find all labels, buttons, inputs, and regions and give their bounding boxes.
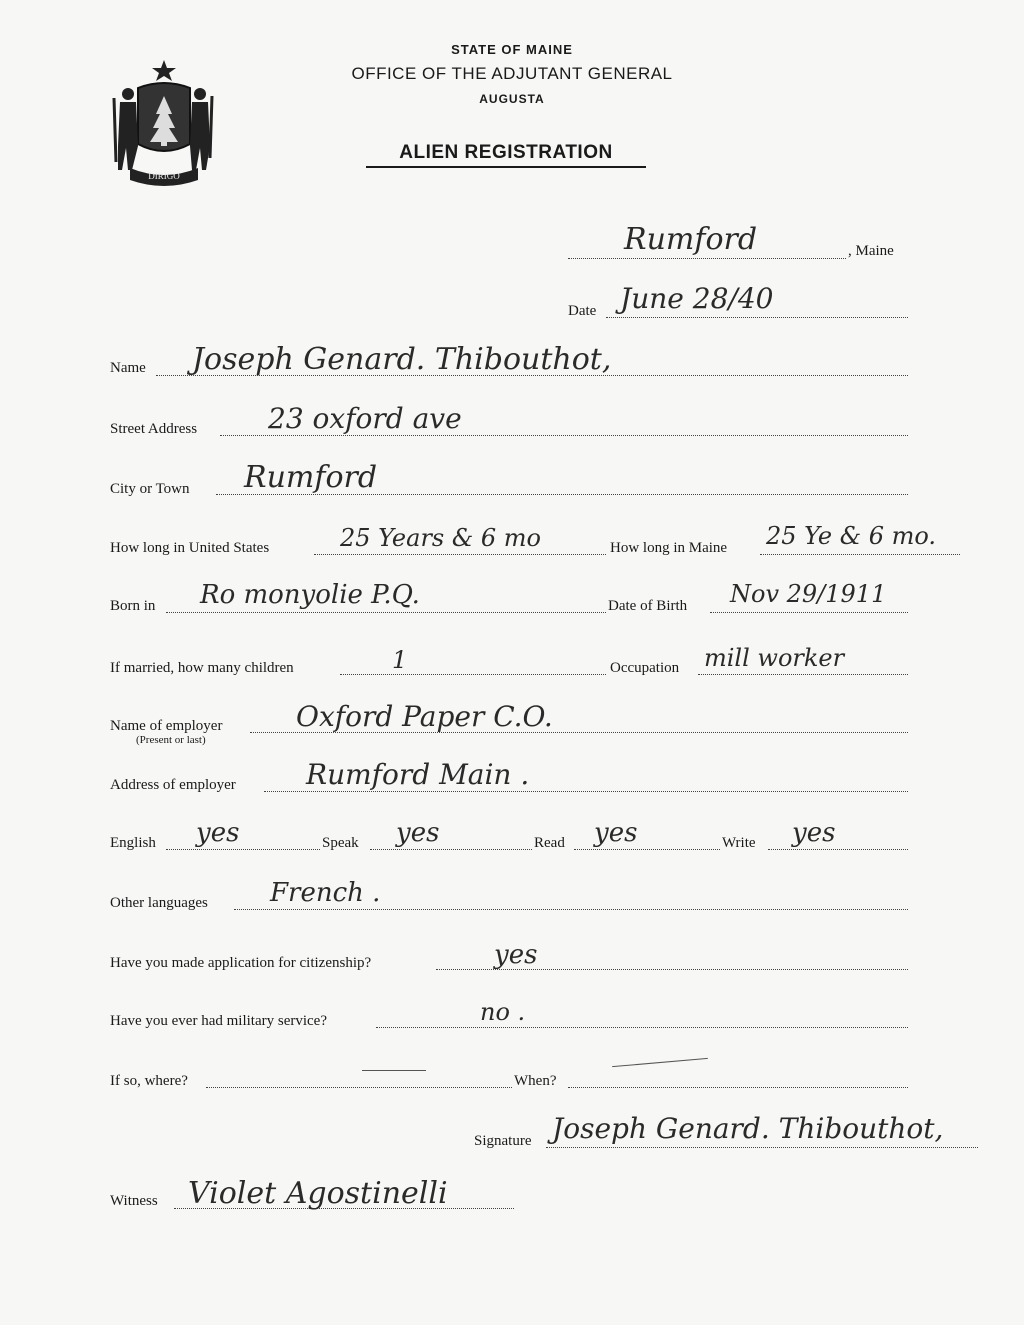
english-entry: yes: [196, 818, 240, 848]
city-label: City or Town: [110, 481, 190, 497]
how-long-maine-entry: 25 Ye & 6 mo.: [766, 522, 937, 550]
date-entry: June 28/40: [620, 282, 774, 315]
military-label: Have you ever had military service?: [110, 1013, 327, 1029]
read-label: Read: [534, 835, 565, 851]
employer-address-label: Address of employer: [110, 777, 236, 793]
children-label: If married, how many children: [110, 660, 294, 676]
citizenship-label: Have you made application for citizenship?: [110, 955, 372, 971]
write-entry: yes: [792, 818, 836, 848]
citizenship-entry: yes: [494, 940, 538, 970]
street-label: Street Address: [110, 421, 198, 437]
occupation-label: Occupation: [610, 660, 680, 676]
other-languages-entry: French .: [270, 878, 381, 908]
how-long-us-label: How long in United States: [110, 540, 270, 556]
speak-entry: yes: [396, 818, 440, 848]
state-suffix: , Maine: [848, 243, 894, 259]
name-entry: Joseph Genard. Thibouthot,: [192, 342, 612, 377]
dob-label: Date of Birth: [608, 598, 688, 614]
witness-label: Witness: [110, 1193, 158, 1209]
how-long-maine-label: How long in Maine: [610, 540, 728, 556]
how-long-us-entry: 25 Years & 6 mo: [340, 524, 541, 552]
where-dash-mark: [362, 1070, 426, 1071]
seal-motto: DIRIGO: [148, 171, 180, 181]
military-entry: no .: [480, 998, 526, 1026]
town-entry: Rumford: [624, 222, 758, 257]
employer-address-entry: Rumford Main .: [306, 758, 530, 791]
name-label: Name: [110, 360, 146, 376]
dob-entry: Nov 29/1911: [730, 580, 887, 608]
born-entry: Ro monyolie P.Q.: [200, 580, 420, 610]
write-label: Write: [722, 835, 756, 851]
employer-label: Name of employer: [110, 718, 223, 734]
when-label: When?: [514, 1073, 557, 1089]
english-label: English: [110, 835, 156, 851]
children-entry: 1: [392, 646, 408, 674]
speak-label: Speak: [322, 835, 359, 851]
signature-label: Signature: [474, 1133, 532, 1149]
form-title: ALIEN REGISTRATION: [366, 142, 646, 168]
occupation-entry: mill worker: [704, 644, 845, 672]
where-label: If so, where?: [110, 1073, 188, 1089]
born-label: Born in: [110, 598, 156, 614]
city-heading: AUGUSTA: [479, 92, 545, 106]
street-entry: 23 oxford ave: [268, 402, 462, 435]
employer-sublabel: (Present or last): [136, 734, 206, 746]
other-languages-label: Other languages: [110, 895, 208, 911]
city-entry: Rumford: [244, 460, 378, 495]
employer-entry: Oxford Paper C.O.: [296, 700, 553, 733]
witness-entry: Violet Agostinelli: [188, 1176, 448, 1211]
signature-entry: Joseph Genard. Thibouthot,: [552, 1112, 944, 1145]
state-heading: STATE OF MAINE: [451, 42, 573, 57]
when-dash-mark: [612, 1058, 708, 1067]
date-label: Date: [568, 303, 597, 319]
read-entry: yes: [594, 818, 638, 848]
office-heading: OFFICE OF THE ADJUTANT GENERAL: [351, 64, 673, 83]
